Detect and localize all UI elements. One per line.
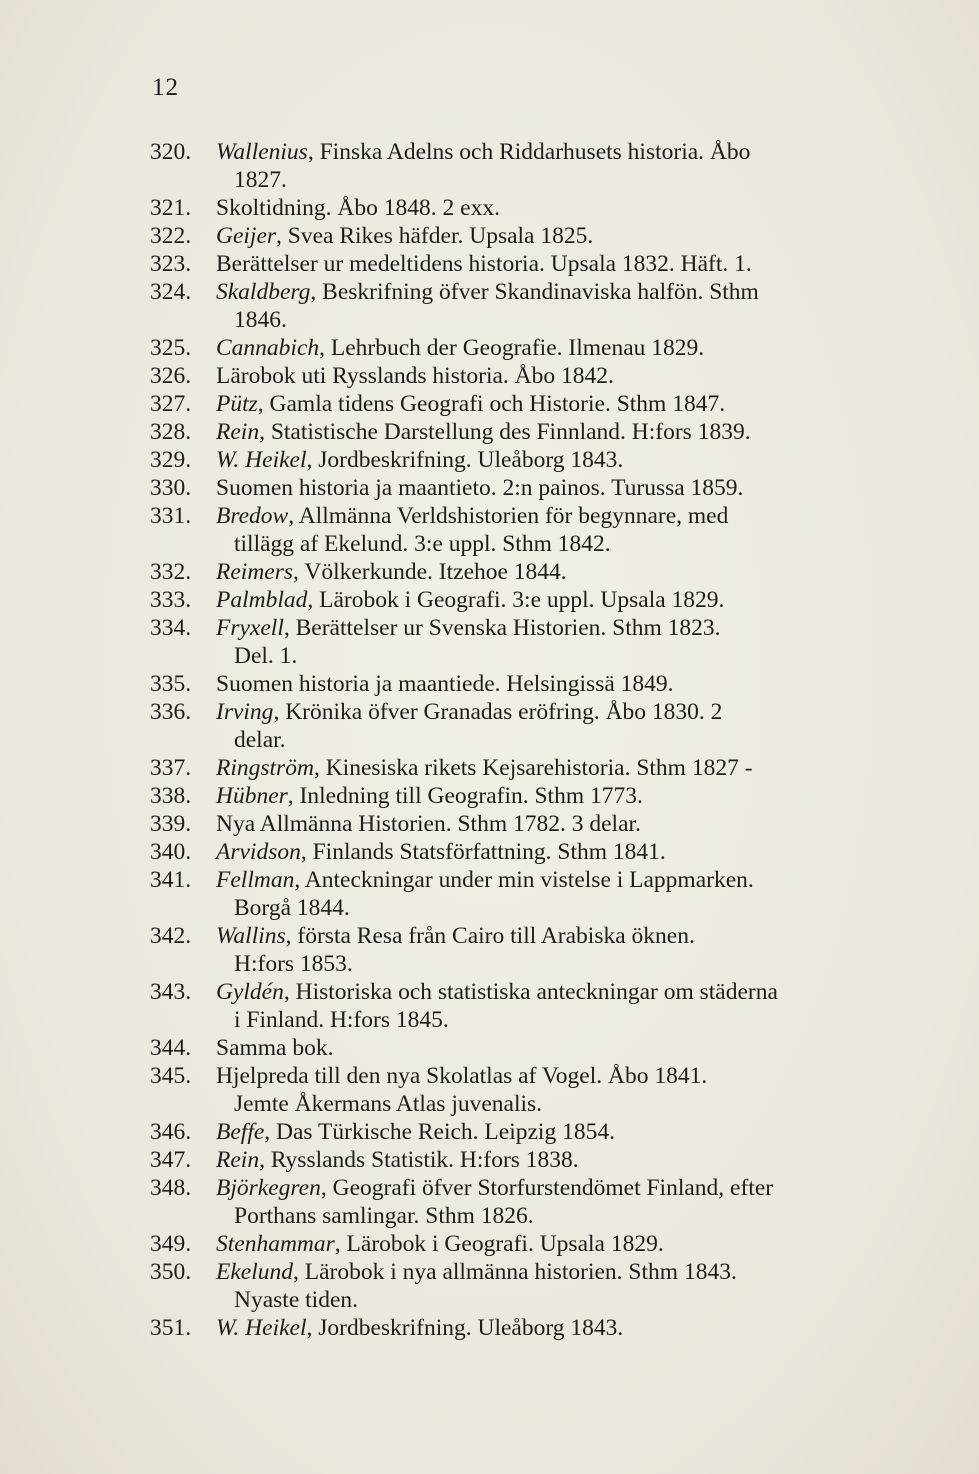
entry-text bbox=[216, 810, 900, 838]
entry-author: Wallenius , bbox=[216, 139, 320, 165]
entry-author: Ringström , bbox=[216, 755, 326, 781]
entry-text bbox=[216, 922, 900, 950]
page-number: 12 bbox=[152, 74, 179, 101]
entry-number: 336. bbox=[150, 699, 192, 725]
entry-author: Bredow , bbox=[216, 503, 299, 529]
catalog-entry bbox=[150, 446, 900, 474]
entry-number: 328. bbox=[150, 419, 192, 445]
entry-continuation: delar. bbox=[234, 727, 286, 753]
entry-continuation: 1846. bbox=[234, 307, 287, 333]
entry-number: 349. bbox=[150, 1231, 192, 1257]
entry-title: Das Türkische Reich. Leipzig 1854. bbox=[276, 1119, 615, 1145]
entry-text bbox=[216, 866, 900, 894]
entry-title: Völkerkunde. Itzehoe 1844. bbox=[304, 559, 567, 585]
entry-continuation: tillägg af Ekelund. 3:e uppl. Sthm 1842. bbox=[234, 531, 611, 557]
entry-number: 334. bbox=[150, 615, 192, 641]
catalog-entry bbox=[150, 698, 900, 754]
catalog-entry bbox=[150, 474, 900, 502]
catalog-entry bbox=[150, 502, 900, 558]
entry-continuation: Nyaste tiden. bbox=[234, 1287, 358, 1313]
catalog-entry bbox=[150, 838, 900, 866]
entry-title: Berättelser ur Svenska Historien. Sthm 1823. bbox=[295, 615, 721, 641]
entry-title: Lärobok i Geografi. 3:e uppl. Upsala 1829. bbox=[319, 587, 725, 613]
entry-number: 340. bbox=[150, 839, 192, 865]
entry-number: 345. bbox=[150, 1063, 192, 1089]
entry-title: Svea Rikes häfder. Upsala 1825. bbox=[287, 223, 594, 249]
entry-author: Cannabich , bbox=[216, 335, 331, 361]
entry-title: Lärobok i nya allmänna historien. Sthm 1843. bbox=[304, 1259, 737, 1285]
entry-text bbox=[216, 558, 900, 586]
catalog-entry bbox=[150, 810, 900, 838]
entry-text bbox=[216, 1034, 900, 1062]
entry-number: 324. bbox=[150, 279, 192, 305]
entry-text bbox=[216, 474, 900, 502]
entry-author: Stenhammar , bbox=[216, 1231, 347, 1257]
entry-text bbox=[216, 278, 900, 306]
entry-title: Geografi öfver Storfurstendömet Finland, efter bbox=[332, 1175, 774, 1201]
entry-number: 347. bbox=[150, 1147, 192, 1173]
entry-text bbox=[216, 446, 900, 474]
entry-text bbox=[216, 362, 900, 390]
entry-number: 342. bbox=[150, 923, 192, 949]
entry-continuation: Porthans samlingar. Sthm 1826. bbox=[234, 1203, 534, 1229]
entry-text bbox=[216, 502, 900, 530]
entry-author: Palmblad , bbox=[216, 587, 319, 613]
entry-author: Rein , bbox=[216, 419, 271, 445]
entry-number: 348. bbox=[150, 1175, 192, 1201]
entry-text bbox=[216, 586, 900, 614]
entry-text bbox=[216, 334, 900, 362]
entry-text bbox=[216, 1118, 900, 1146]
entry-continuation: Jemte Åkermans Atlas juvenalis. bbox=[234, 1091, 543, 1117]
entry-title: Beskrifning öfver Skandinaviska halfön. Sthm bbox=[322, 279, 759, 305]
entry-title: Suomen historia ja maantieto. 2:n painos. Turussa 1859. bbox=[216, 475, 744, 501]
entry-number: 346. bbox=[150, 1119, 192, 1145]
entry-number: 350. bbox=[150, 1259, 192, 1285]
entry-title: Allmänna Verldshistorien för begynnare, med bbox=[298, 503, 729, 529]
entry-author: Beffe , bbox=[216, 1119, 276, 1145]
entry-title: Statistische Darstellung des Finnland. H:fors 1839. bbox=[270, 419, 751, 445]
entry-title: Lärobok i Geografi. Upsala 1829. bbox=[346, 1231, 664, 1257]
catalog-entry bbox=[150, 782, 900, 810]
entry-text bbox=[216, 222, 900, 250]
catalog-entry bbox=[150, 1174, 900, 1230]
entry-number: 322. bbox=[150, 223, 192, 249]
entry-number: 326. bbox=[150, 363, 192, 389]
entry-author: Reimers , bbox=[216, 559, 304, 585]
entry-text bbox=[216, 250, 900, 278]
entry-title: Lehrbuch der Geografie. Ilmenau 1829. bbox=[330, 335, 705, 361]
entry-text bbox=[216, 782, 900, 810]
catalog-entry bbox=[150, 922, 900, 978]
entry-text bbox=[216, 698, 900, 726]
catalog-entry bbox=[150, 390, 900, 418]
entry-author: Gyldén , bbox=[216, 979, 296, 1005]
entry-title: Krönika öfver Granadas eröfring. Åbo 1830. 2 bbox=[285, 699, 723, 725]
entry-text bbox=[216, 838, 900, 866]
entry-continuation: i Finland. H:fors 1845. bbox=[234, 1007, 449, 1033]
entry-title: Samma bok. bbox=[216, 1035, 334, 1061]
entry-author: W. Heikel , bbox=[216, 447, 318, 473]
entry-number: 325. bbox=[150, 335, 192, 361]
catalog-entry bbox=[150, 558, 900, 586]
catalog-entry bbox=[150, 362, 900, 390]
entry-number: 351. bbox=[150, 1315, 192, 1341]
entry-number: 332. bbox=[150, 559, 192, 585]
entry-continuation: Del. 1. bbox=[234, 643, 298, 669]
catalog-entry bbox=[150, 418, 900, 446]
entry-continuation: H:fors 1853. bbox=[234, 951, 353, 977]
catalog-entry bbox=[150, 1314, 900, 1342]
entry-title: Gamla tidens Geografi och Historie. Sthm 1847. bbox=[269, 391, 726, 417]
entry-text bbox=[216, 614, 900, 642]
entry-title: Lärobok uti Rysslands historia. Åbo 1842. bbox=[216, 363, 614, 389]
entry-title: Inledning till Geografin. Sthm 1773. bbox=[299, 783, 643, 809]
catalog-entry bbox=[150, 614, 900, 670]
entry-number: 330. bbox=[150, 475, 192, 501]
entry-number: 337. bbox=[150, 755, 192, 781]
entry-number: 331. bbox=[150, 503, 192, 529]
entry-number: 343. bbox=[150, 979, 192, 1005]
entry-number: 344. bbox=[150, 1035, 192, 1061]
catalog-entry bbox=[150, 1118, 900, 1146]
catalog-entry bbox=[150, 670, 900, 698]
catalog-entry bbox=[150, 978, 900, 1034]
catalog-entry bbox=[150, 866, 900, 922]
entry-number: 327. bbox=[150, 391, 192, 417]
catalog-entry bbox=[150, 1146, 900, 1174]
entry-title: Nya Allmänna Historien. Sthm 1782. 3 delar. bbox=[216, 811, 641, 837]
entry-text bbox=[216, 1174, 900, 1202]
entry-title: Historiska och statistiska anteckningar om städerna bbox=[295, 979, 778, 1005]
entry-number: 321. bbox=[150, 195, 192, 221]
entry-continuation: Borgå 1844. bbox=[234, 895, 350, 921]
entry-number: 329. bbox=[150, 447, 192, 473]
catalog-entry bbox=[150, 334, 900, 362]
entry-text bbox=[216, 670, 900, 698]
entry-number: 323. bbox=[150, 251, 192, 277]
entry-text bbox=[216, 1062, 900, 1090]
entry-number: 339. bbox=[150, 811, 192, 837]
catalog-entry bbox=[150, 1230, 900, 1258]
entry-text bbox=[216, 1314, 900, 1342]
entry-title: Rysslands Statistik. H:fors 1838. bbox=[270, 1147, 579, 1173]
catalog-entry bbox=[150, 1034, 900, 1062]
entry-title: Skoltidning. Åbo 1848. 2 exx. bbox=[216, 195, 500, 221]
catalog-entry bbox=[150, 194, 900, 222]
catalog-entry bbox=[150, 1258, 900, 1314]
entry-author: Wallins , bbox=[216, 923, 297, 949]
entry-author: Rein , bbox=[216, 1147, 271, 1173]
entry-title: Suomen historia ja maantiede. Helsingissä 1849. bbox=[216, 671, 674, 697]
entry-number: 338. bbox=[150, 783, 192, 809]
entry-text bbox=[216, 1258, 900, 1286]
catalog-list bbox=[150, 138, 900, 1342]
catalog-entry bbox=[150, 278, 900, 334]
entry-title: första Resa från Cairo till Arabiska öknen. bbox=[297, 923, 695, 949]
catalog-entry bbox=[150, 1062, 900, 1118]
entry-author: Arvidson , bbox=[216, 839, 313, 865]
entry-title: Anteckningar under min vistelse i Lappmarken. bbox=[304, 867, 754, 893]
entry-text bbox=[216, 138, 900, 166]
entry-author: Ekelund , bbox=[216, 1259, 305, 1285]
entry-author: Hübner , bbox=[216, 783, 300, 809]
entry-title: Jordbeskrifning. Uleåborg 1843. bbox=[318, 447, 624, 473]
entry-text bbox=[216, 754, 900, 782]
entry-author: Björkegren , bbox=[216, 1175, 333, 1201]
entry-text bbox=[216, 1230, 900, 1258]
entry-title: Finlands Statsförfattning. Sthm 1841. bbox=[312, 839, 666, 865]
entry-author: Pütz , bbox=[216, 391, 270, 417]
entry-text bbox=[216, 978, 900, 1006]
entry-author: Skaldberg , bbox=[216, 279, 322, 305]
entry-author: Geijer , bbox=[216, 223, 288, 249]
catalog-entry bbox=[150, 138, 900, 194]
entry-continuation: 1827. bbox=[234, 167, 287, 193]
catalog-entry bbox=[150, 250, 900, 278]
entry-author: W. Heikel , bbox=[216, 1315, 318, 1341]
entry-text bbox=[216, 390, 900, 418]
entry-number: 333. bbox=[150, 587, 192, 613]
catalog-entry bbox=[150, 222, 900, 250]
entry-text bbox=[216, 194, 900, 222]
entry-title: Hjelpreda till den nya Skolatlas af Vogel. Åbo 1841. bbox=[216, 1063, 708, 1089]
catalog-entry bbox=[150, 754, 900, 782]
entry-text bbox=[216, 418, 900, 446]
entry-author: Fryxell , bbox=[216, 615, 296, 641]
entry-title: Kinesiska rikets Kejsarehistoria. Sthm 1827 - bbox=[325, 755, 753, 781]
entry-text bbox=[216, 1146, 900, 1174]
entry-number: 335. bbox=[150, 671, 192, 697]
entry-title: Jordbeskrifning. Uleåborg 1843. bbox=[318, 1315, 624, 1341]
catalog-entry bbox=[150, 586, 900, 614]
entry-number: 320. bbox=[150, 139, 192, 165]
entry-title: Finska Adelns och Riddarhusets historia. Åbo bbox=[319, 139, 751, 165]
entry-author: Irving , bbox=[216, 699, 285, 725]
entry-number: 341. bbox=[150, 867, 192, 893]
entry-title: Berättelser ur medeltidens historia. Upsala 1832. Häft. 1. bbox=[216, 251, 752, 277]
entry-author: Fellman , bbox=[216, 867, 305, 893]
